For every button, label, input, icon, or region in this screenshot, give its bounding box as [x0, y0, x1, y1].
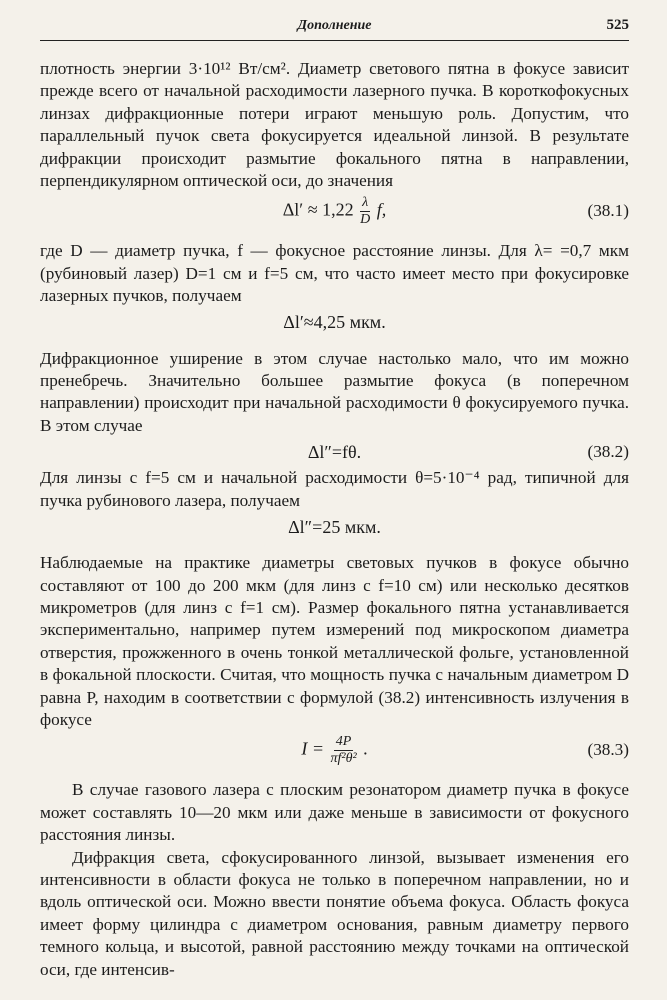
result-2	[40, 514, 629, 540]
equation-number: (38.3)	[587, 740, 629, 760]
formula-expr: Δl″=fθ.	[307, 442, 362, 463]
paragraph: где D — диаметр пучка, f — фокусное расстояние линзы. Для λ= =0,7 мкм (рубиновый лазер) D=1 см и f=5 см, что часто имеет место при фокусировке лазерных пучков, получаем	[40, 241, 629, 306]
paragraph: Дифракционное уширение в этом случае настолько мало, что им можно пренебречь. Значительно большее размытие фокуса (в поперечном направлении) происходит при начальной расходимости θ фокусируемого пучка. В этом случае	[40, 348, 629, 435]
fraction-numerator: 4P	[335, 733, 352, 749]
fraction-denominator: πf²θ²	[330, 750, 357, 766]
paragraph: плотность энергии 3·10¹² Вт/см². Диаметр светового пятна в фокусе зависит прежде всего от начальной расходимости лазерного пучка. В короткофокусных линзах дифракционные потери играют меньшую роль. Допустим, что параллельный пучок света фокусируется идеальной линзой. В результате дифракции происходит размытие фокального пятна в направлении, перпендикулярном оптической оси, до значения	[40, 59, 629, 191]
paragraph: Наблюдаемые на практике диаметры световых пучков в фокусе обычно составляют от 100 до 200 мкм (для линз с f=10 см) или несколько десятков микрометров (для линз с f=1 см). Размер фокального пятна устанавливается экспериментально, например путем измерений под микроскопом диаметра отверстия, прожженного в очень тонкой металлической фольге, установленной в фокальной плоскости. Считая, что мощность пучка с начальным диаметром D равна P, находим в соответствии с формулой (38.2) интенсивность излучения в фокусе	[40, 553, 629, 729]
formula-38-1	[40, 194, 629, 228]
formula-38-2	[40, 439, 629, 465]
page-number: 525	[606, 17, 629, 33]
paragraph: В случае газового лазера с плоским резонатором диаметр пучка в фокусе может составлять 10—20 мкм или даже меньше в зависимости от фокусного расстояния линзы.	[40, 780, 629, 845]
equation-number: (38.1)	[587, 201, 629, 221]
fraction	[330, 735, 356, 766]
formula-38-3	[40, 733, 629, 767]
formula-lhs: Δl′ ≈ 1,22	[282, 199, 354, 220]
formula-lhs: I =	[301, 738, 324, 759]
paragraph: Для линзы с f=5 см и начальной расходимости θ=5·10⁻⁴ рад, типичной для пучка рубинового лазера, получаем	[40, 468, 629, 510]
formula-rhs: f,	[376, 199, 387, 220]
result-text: Δl″=25 мкм.	[288, 516, 381, 537]
fraction	[360, 196, 370, 227]
header-title: Дополнение	[297, 18, 372, 33]
running-header	[40, 14, 629, 41]
fraction-denominator: D	[360, 211, 371, 227]
page-body	[40, 58, 629, 981]
fraction-numerator: λ	[362, 194, 369, 210]
paragraph: Дифракция света, сфокусированного линзой, вызывает изменения его интенсивности в области фокуса не только в поперечном направлении, но и вдоль оптической оси. Можно ввести понятие объема фокуса. Область фокуса имеет форму цилиндра с диаметром основания, равным диаметру первого темного кольца, и высотой, равной расстоянию между точками на оптической оси, где интенсив-	[40, 847, 629, 979]
formula-rhs: .	[363, 738, 368, 759]
equation-number: (38.2)	[587, 442, 629, 462]
result-text: Δl′≈4,25 мкм.	[283, 312, 386, 333]
result-1	[40, 310, 629, 336]
